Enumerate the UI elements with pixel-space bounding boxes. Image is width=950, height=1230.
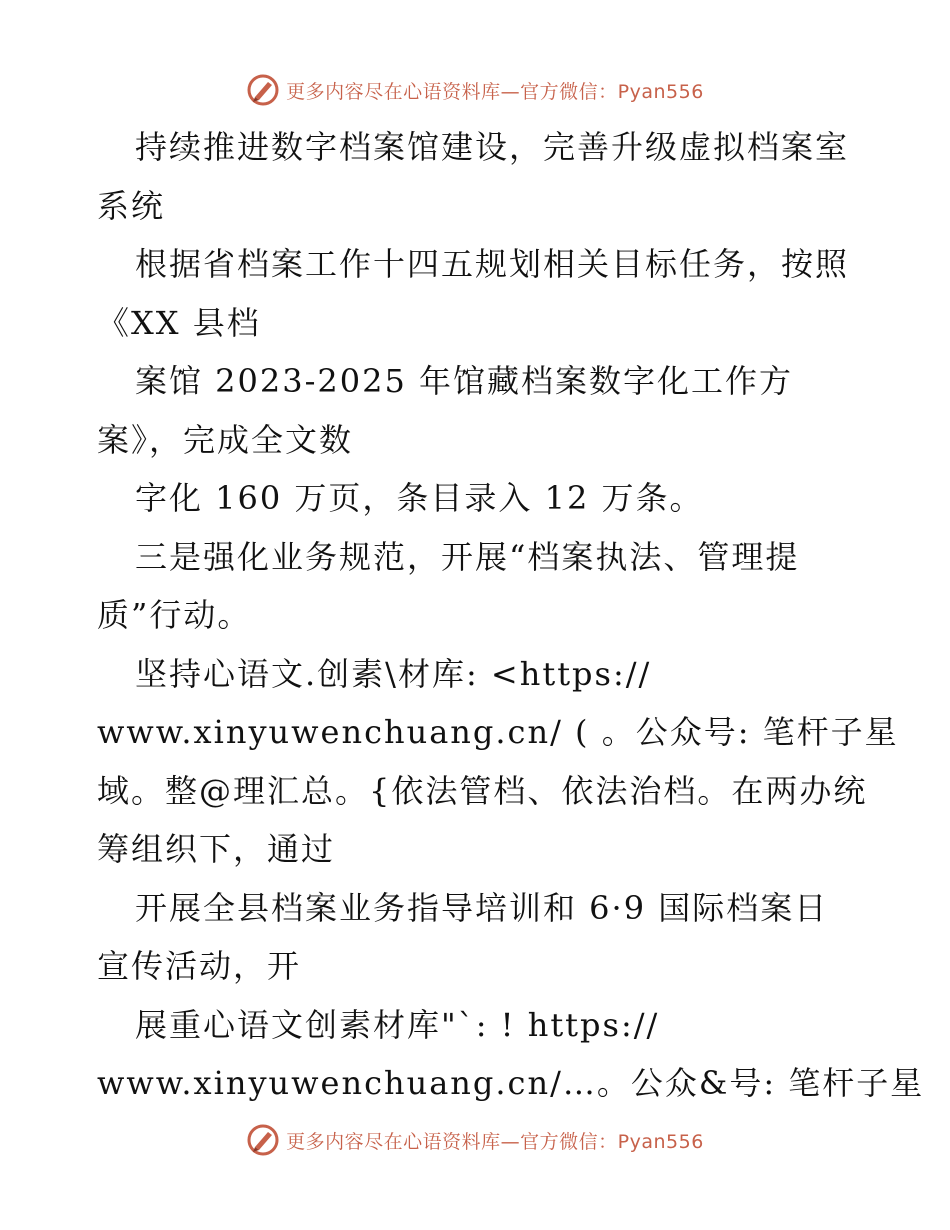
brush-pen-circle-icon [246,73,280,107]
text-line: www.xinyuwenchuang.cn/ ( 。公众号: 笔杆子星 [97,713,899,751]
text-line: 坚持心语文.创素\材库: <https:// [135,654,652,693]
text-line: 域。整@理汇总。{依法管档、依法治档。在两办统 [97,771,868,810]
text-line: 开展全县档案业务指导培训和 6·9 国际档案日 [135,888,829,927]
text-line: 三是强化业务规范，开展“档案执法、管理提 [135,537,800,576]
text-line: 《XX 县档 [97,303,261,342]
brush-pen-circle-icon [246,1123,280,1157]
footer-watermark-text: 更多内容尽在心语资料库—官方微信：Pyan556 [286,1130,704,1153]
text-line: 案》，完成全文数 [97,420,354,459]
document-body [97,118,925,1113]
header-watermark [0,70,950,110]
text-line: 展重心语文创素材库"`: ! https:// [135,1005,660,1044]
text-line: 案馆 2023-2025 年馆藏档案数字化工作方 [135,362,794,400]
text-line: 宣传活动，开 [97,947,302,985]
text-line: 字化 160 万页，条目录入 12 万条。 [135,479,704,517]
text-line: 质”行动。 [97,596,252,634]
text-line: 持续推进数字档案馆建设，完善升级虚拟档案室 [135,128,850,166]
header-watermark-text: 更多内容尽在心语资料库—官方微信：Pyan556 [286,80,704,103]
text-line: 系统 [97,186,166,225]
footer-watermark [0,1120,950,1160]
text-line: 筹组织下，通过 [97,830,336,868]
text-line: 根据省档案工作十四五规划相关目标任务，按照 [135,245,850,283]
text-line: www.xinyuwenchuang.cn/…。公众&号: 笔杆子星 [97,1064,925,1102]
